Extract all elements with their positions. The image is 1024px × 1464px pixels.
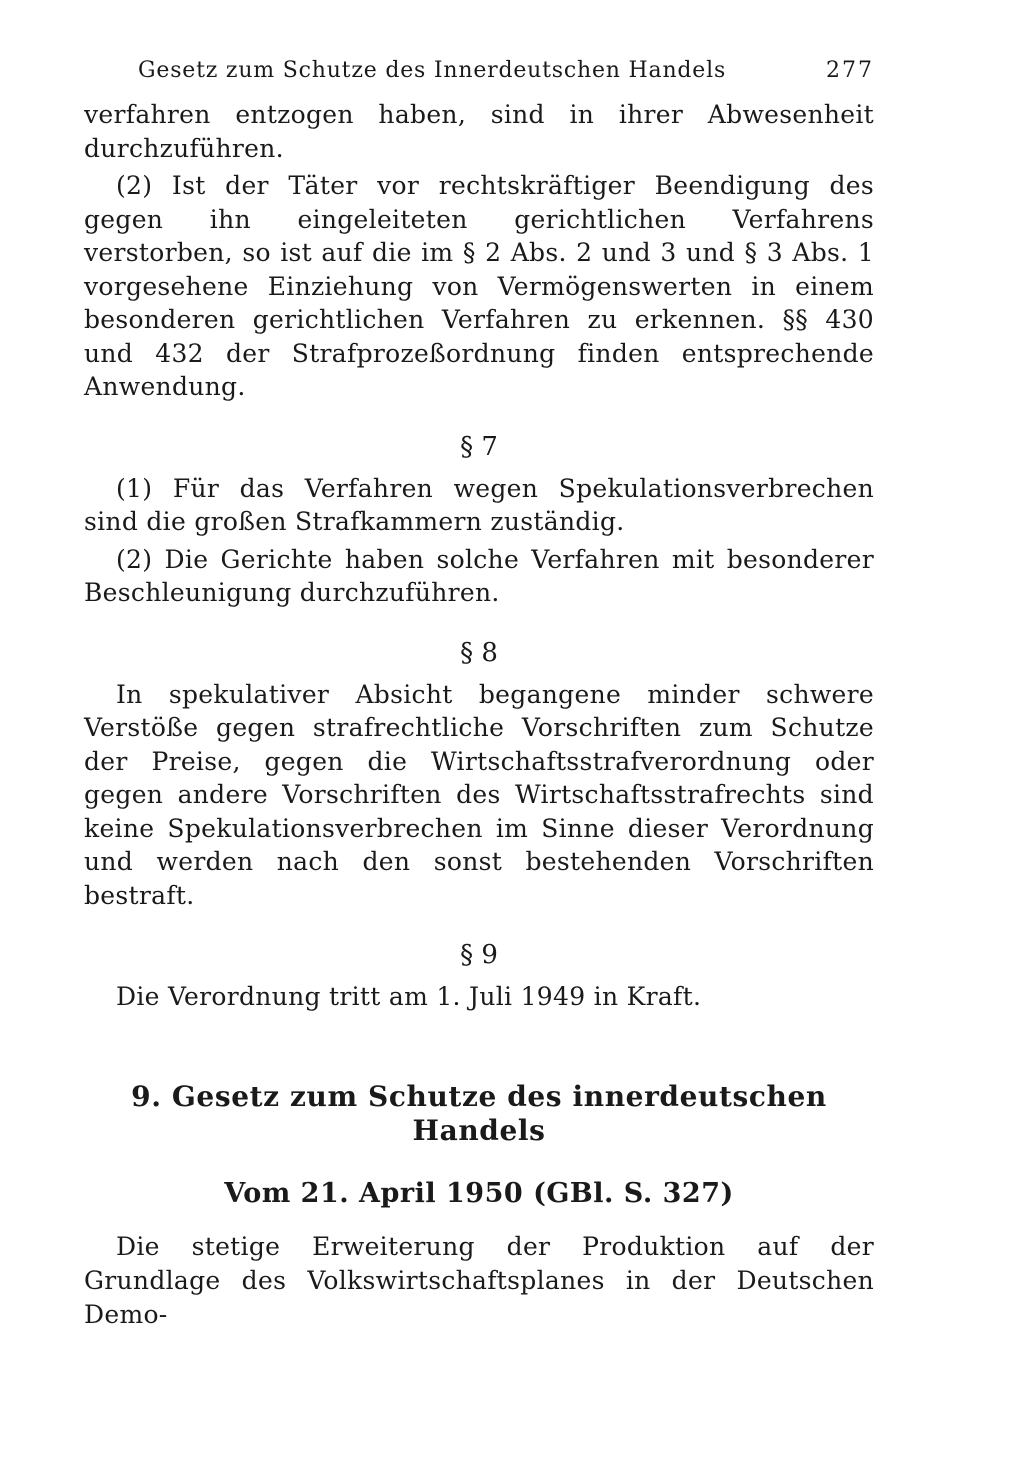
law-date: Vom 21. April 1950 (GBl. S. 327) xyxy=(224,1177,734,1209)
paragraph-6-2: (2) Ist der Täter vor rechtskräftiger Beendigung des gegen ihn eingeleiteten gerichtlichen Verfahrens verstorben, so ist auf die im § 2 Abs. 2 und 3 und § 3 Abs. 1 vorgesehene Einziehung von Vermögenswerten in einem besonderen gerichtlichen Verfahren zu erkennen. §§ 430 und 432 der Strafprozeßordnung finden entsprechende Anwendung. xyxy=(84,171,874,401)
section-8-heading: § 8 xyxy=(460,637,498,668)
section-7-heading: § 7 xyxy=(460,431,498,462)
page-number: 277 xyxy=(826,58,874,83)
paragraph-continuation: verfahren entzogen haben, sind in ihrer Abwesenheit durchzuführen. xyxy=(84,100,874,163)
law-title-line-2: Handels xyxy=(412,1113,546,1147)
law-title xyxy=(84,1080,874,1148)
running-title: Gesetz zum Schutze des Innerdeutschen Handels xyxy=(138,58,727,83)
section-9-heading: § 9 xyxy=(460,940,498,970)
paragraph-8: In spekulativer Absicht begangene minder schwere Verstöße gegen strafrechtliche Vorschriften zum Schutze der Preise, gegen die Wirtschaftsstrafverordnung oder gegen andere Vorschriften des Wirtschaftsstrafrechts sind keine Spekulationsverbrechen im Sinne dieser Verordnung und werden nach den sonst bestehenden Vorschriften bestraft. xyxy=(84,679,874,910)
law-title-line-1: 9. Gesetz zum Schutze des innerdeutschen xyxy=(131,1079,827,1113)
paragraph-7-2: (2) Die Gerichte haben solche Verfahren mit besonderer Beschleunigung durchzuführen. xyxy=(84,544,874,607)
document-page xyxy=(84,58,874,1332)
running-header xyxy=(138,58,874,98)
paragraph-7-1: (1) Für das Verfahren wegen Spekulationsverbrechen sind die großen Strafkammern zuständig. xyxy=(84,473,874,536)
law-preamble: Die stetige Erweiterung der Produktion auf der Grundlage des Volkswirtschaftsplanes in der Deutschen Demo- xyxy=(84,1231,874,1329)
paragraph-9: Die Verordnung tritt am 1. Juli 1949 in Kraft. xyxy=(116,982,702,1011)
